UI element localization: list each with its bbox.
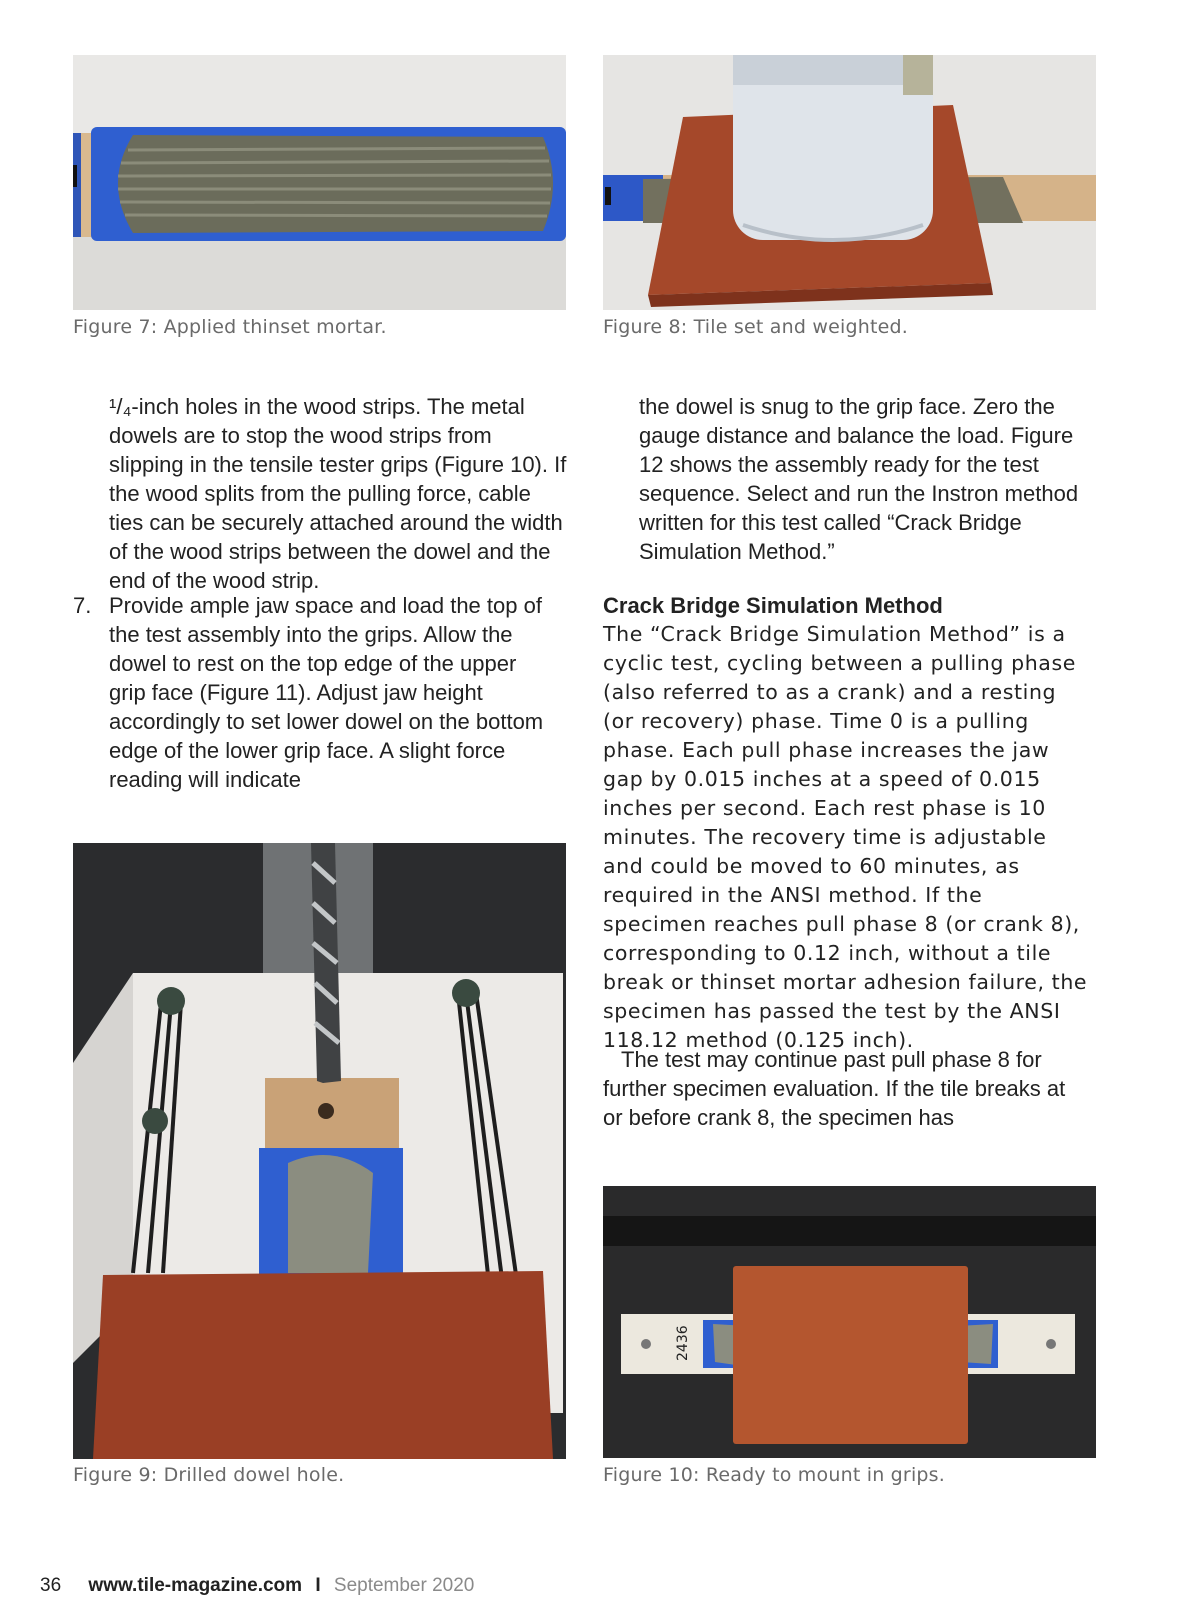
- figure-8-image: [603, 55, 1096, 310]
- figure-7-image: [73, 55, 566, 310]
- page-footer: [40, 1575, 474, 1597]
- figure-9-image: [73, 843, 566, 1459]
- right-column-continued-text: the dowel is snug to the grip face. Zero the gauge distance and balance the load. Figure 12 shows the assembly ready for the test sequence. Select and run the Instron method written for this test called “Crack Bridge Simulation Method.”: [639, 394, 1079, 564]
- section-paragraph-2: The test may continue past pull phase 8 for further specimen evaluation. If the tile breaks at or before crank 8, the specimen has: [603, 1047, 1066, 1130]
- figure-10-tile-label: 2436: [675, 1325, 691, 1361]
- website-link[interactable]: www.tile-magazine.com: [88, 1575, 303, 1596]
- figure-10-caption: Figure 10: Ready to mount in grips.: [603, 1464, 946, 1486]
- figure-8-caption: Figure 8: Tile set and weighted.: [603, 316, 909, 338]
- figure-7-caption: Figure 7: Applied thinset mortar.: [73, 316, 387, 338]
- left-column-continued-text: ¹/₄-inch holes in the wood strips. The metal dowels are to stop the wood strips from slipping in the tensile tester grips (Figure 10). If the wood splits from the pulling force, cable ties can be securely attached around the width of the wood strips between the dowel and the end of the wood strip.: [109, 394, 567, 593]
- list-item-7-number: 7.: [73, 593, 92, 618]
- figure-9-caption: Figure 9: Drilled dowel hole.: [73, 1464, 345, 1486]
- page-number: 36: [40, 1575, 62, 1596]
- section-paragraph-1: The “Crack Bridge Simulation Method” is a cyclic test, cycling between a pulling phase (also referred to as a crank) and a resting (or recovery) phase. Time 0 is a pulling phase. Each pull phase increases the jaw gap by 0.015 inches at a speed of 0.015 inches per second. Each rest phase is 10 minutes. The recovery time is adjustable and could be moved to 60 minutes, as required in the ANSI method. If the specimen reaches pull phase 8 (or crank 8), corresponding to 0.12 inch, without a tile break or thinset mortar adhesion failure, the specimen has passed the test by the ANSI 118.12 method (0.125 inch).: [603, 622, 1088, 1052]
- issue-date: September 2020: [333, 1575, 475, 1596]
- figure-10-image: [603, 1186, 1096, 1458]
- footer-separator: I: [315, 1575, 321, 1596]
- section-heading: Crack Bridge Simulation Method: [603, 593, 943, 618]
- list-item-7-text: Provide ample jaw space and load the top of the test assembly into the grips. Allow the dowel to rest on the top edge of the upper grip face (Figure 11). Adjust jaw height accordingly to set lower dowel on the bottom edge of the lower grip face. A slight force reading will indicate: [109, 593, 544, 792]
